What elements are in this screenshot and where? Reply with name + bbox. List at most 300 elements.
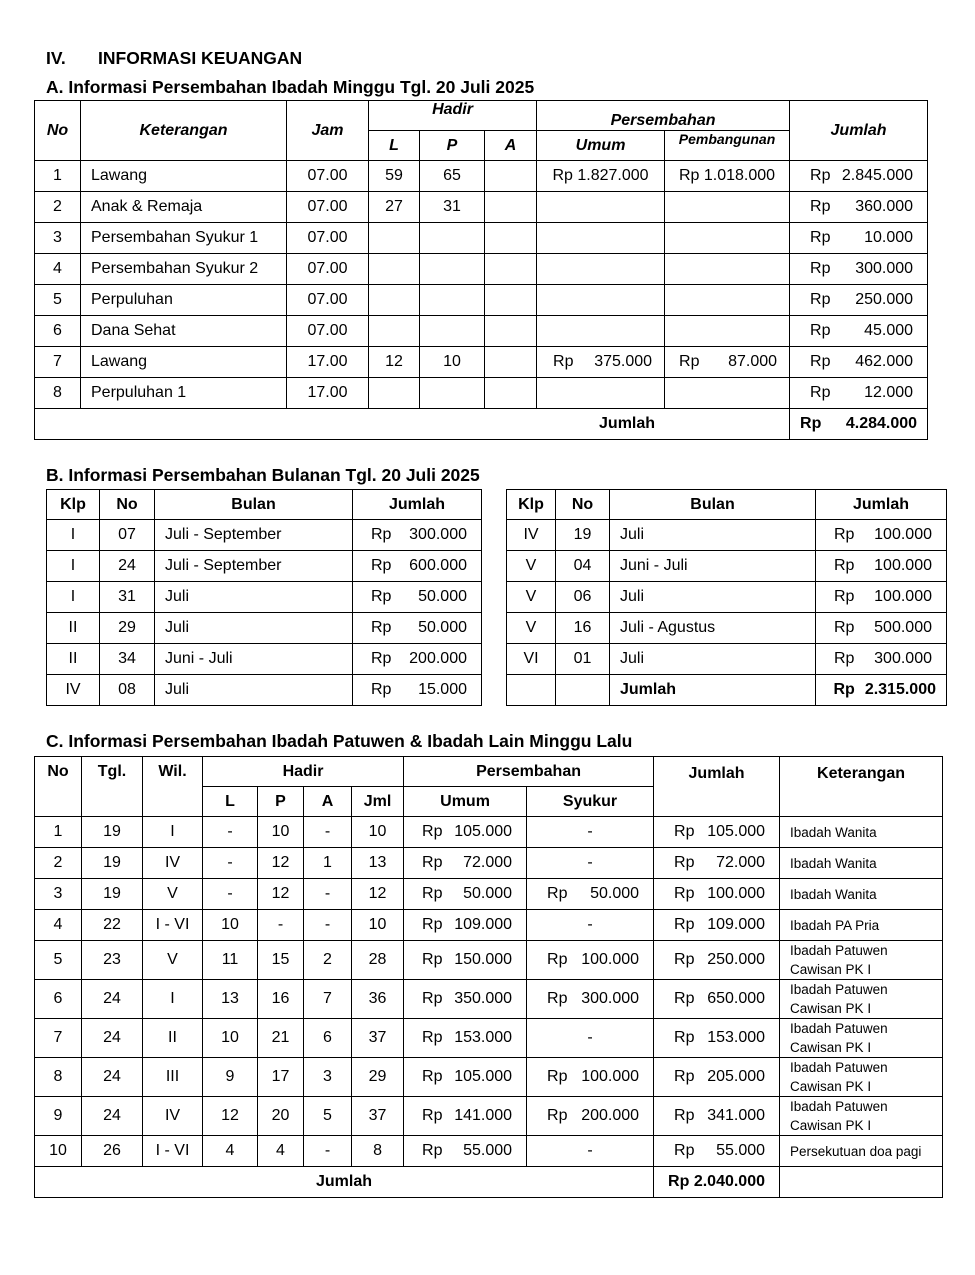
row-jumlah [790, 161, 928, 192]
row-jml: 36 [352, 980, 404, 1019]
currency-label: Rp [674, 1029, 695, 1046]
a-total-cell [790, 409, 928, 440]
currency-label: Rp [834, 557, 855, 574]
header-jumlah: Jumlah [353, 490, 482, 520]
row-umum [404, 1097, 527, 1136]
row-p [420, 254, 485, 285]
row-klp: V [507, 551, 556, 582]
row-tgl: 19 [82, 848, 143, 879]
table-row [507, 520, 947, 551]
row-a [485, 316, 537, 347]
row-no: 34 [100, 644, 155, 675]
amount-value: 105.000 [707, 823, 766, 840]
row-umum [404, 848, 527, 879]
currency-label: Rp [674, 1142, 695, 1159]
table-b-right [506, 489, 947, 706]
currency-label: Rp [679, 353, 700, 370]
row-no: 3 [35, 879, 82, 910]
row-p: 16 [258, 980, 304, 1019]
b-total-empty [556, 675, 610, 706]
row-jumlah [816, 644, 947, 675]
currency-label: Rp [547, 951, 568, 968]
table-row [35, 254, 928, 285]
currency-label: Rp [422, 854, 443, 871]
row-jumlah [353, 551, 482, 582]
amount-value: 200.000 [581, 1107, 640, 1124]
row-umum [404, 1019, 527, 1058]
row-keterangan: Ibadah Wanita [780, 848, 943, 879]
amount-value: 105.000 [454, 823, 513, 840]
amount-value: 55.000 [463, 1142, 513, 1159]
row-tgl: 19 [82, 817, 143, 848]
row-jumlah [353, 613, 482, 644]
row-keterangan: Lawang [81, 161, 287, 192]
row-umum [404, 1136, 527, 1167]
table-row [35, 378, 928, 409]
header-l: L [369, 131, 420, 161]
amount-value: 100.000 [581, 1068, 640, 1085]
row-jumlah [353, 582, 482, 613]
header-a: A [485, 131, 537, 161]
amount-value: 105.000 [454, 1068, 513, 1085]
header-jumlah: Jumlah [654, 757, 780, 817]
amount-value: 45.000 [864, 322, 914, 339]
currency-label: Rp [371, 619, 392, 636]
header-p: P [258, 787, 304, 817]
row-l: 13 [203, 980, 258, 1019]
currency-label: Rp [422, 823, 443, 840]
row-bulan: Juli - September [155, 551, 353, 582]
amount-value: 375.000 [594, 353, 653, 370]
row-no: 31 [100, 582, 155, 613]
row-klp: I [47, 551, 100, 582]
currency-label: Rp [422, 1107, 443, 1124]
table-row [35, 347, 928, 378]
header-umum: Umum [404, 787, 527, 817]
amount-value: 350.000 [454, 990, 513, 1007]
row-no: 29 [100, 613, 155, 644]
row-keterangan: Ibadah Wanita [780, 879, 943, 910]
amount-value: 2.845.000 [841, 167, 914, 184]
a-total-label-cell [35, 409, 790, 440]
header-wil: Wil. [143, 757, 203, 817]
row-umum [537, 254, 665, 285]
row-jumlah [790, 378, 928, 409]
currency-label: Rp [834, 619, 855, 636]
row-no: 24 [100, 551, 155, 582]
row-a [485, 254, 537, 285]
b-total-empty [507, 675, 556, 706]
row-keterangan: Ibadah Patuwen Cawisan PK I [780, 1058, 943, 1097]
table-row [35, 879, 943, 910]
row-a [485, 192, 537, 223]
amount-value: 153.000 [454, 1029, 513, 1046]
a-total-label: Jumlah [599, 415, 656, 432]
header-p: P [420, 131, 485, 161]
row-pembangunan [665, 254, 790, 285]
row-jumlah [353, 520, 482, 551]
row-pembangunan [665, 223, 790, 254]
header-hadir: Hadir [369, 101, 537, 131]
section-c-title: C. Informasi Persembahan Ibadah Patuwen & Ibadah Lain Minggu Lalu [46, 731, 633, 751]
currency-label: Rp [371, 557, 392, 574]
currency-label: Rp [422, 1142, 443, 1159]
row-jumlah [816, 613, 947, 644]
currency-label: Rp [674, 916, 695, 933]
amount-value: 50.000 [418, 588, 467, 605]
amount-value: 153.000 [707, 1029, 766, 1046]
table-row [35, 192, 928, 223]
row-syukur [527, 941, 654, 980]
row-bulan: Juli [155, 675, 353, 706]
row-umum [404, 910, 527, 941]
row-syukur [527, 1097, 654, 1136]
row-jumlah [654, 1058, 780, 1097]
row-wil: I [143, 980, 203, 1019]
header-klp: Klp [507, 490, 556, 520]
row-syukur [527, 1058, 654, 1097]
table-b-left [46, 489, 482, 706]
row-a: - [304, 879, 352, 910]
row-no: 19 [556, 520, 610, 551]
section-b-title: B. Informasi Persembahan Bulanan Tgl. 20 Juli 2025 [46, 465, 480, 485]
row-p: - [258, 910, 304, 941]
amount-value: 100.000 [874, 526, 932, 543]
currency-label: Rp [800, 415, 822, 432]
currency-label: Rp [810, 167, 831, 184]
row-l: 10 [203, 1019, 258, 1058]
row-klp: IV [507, 520, 556, 551]
row-no: 01 [556, 644, 610, 675]
row-jumlah [790, 254, 928, 285]
table-row [47, 613, 482, 644]
currency-label: Rp [422, 1068, 443, 1085]
row-jml: 8 [352, 1136, 404, 1167]
row-umum [537, 223, 665, 254]
row-a [485, 285, 537, 316]
row-p: 31 [420, 192, 485, 223]
table-row [35, 161, 928, 192]
row-keterangan: Ibadah Patuwen Cawisan PK I [780, 980, 943, 1019]
row-pembangunan [665, 378, 790, 409]
row-a: - [304, 1136, 352, 1167]
table-row [507, 644, 947, 675]
amount-value: 650.000 [707, 990, 766, 1007]
row-jumlah [790, 347, 928, 378]
header-persembahan: Persembahan [537, 101, 790, 131]
header-umum: Umum [537, 131, 665, 161]
row-no: 07 [100, 520, 155, 551]
row-l [369, 378, 420, 409]
table-row [35, 1136, 943, 1167]
row-tgl: 24 [82, 1019, 143, 1058]
amount-value: 50.000 [590, 885, 640, 902]
table-row [35, 980, 943, 1019]
row-l: 12 [203, 1097, 258, 1136]
row-jumlah [654, 848, 780, 879]
row-a [485, 347, 537, 378]
row-tgl: 23 [82, 941, 143, 980]
table-a [34, 100, 928, 440]
row-wil: III [143, 1058, 203, 1097]
row-jumlah [654, 817, 780, 848]
row-jumlah [790, 192, 928, 223]
row-p: 12 [258, 848, 304, 879]
row-tgl: 24 [82, 1097, 143, 1136]
header-keterangan: Keterangan [780, 757, 943, 817]
table-row [35, 1019, 943, 1058]
row-klp: I [47, 520, 100, 551]
row-no: 1 [35, 817, 82, 848]
row-no: 5 [35, 285, 81, 316]
row-tgl: 22 [82, 910, 143, 941]
amount-value: 341.000 [707, 1107, 766, 1124]
amount-value: 300.000 [409, 526, 467, 543]
section-number: IV. [46, 48, 66, 68]
row-umum [537, 285, 665, 316]
row-jumlah [353, 675, 482, 706]
row-no: 06 [556, 582, 610, 613]
amount-value: 87.000 [728, 353, 778, 370]
currency-label: Rp [810, 322, 831, 339]
row-syukur [527, 980, 654, 1019]
table-c [34, 756, 943, 1198]
row-no: 5 [35, 941, 82, 980]
row-umum [537, 347, 665, 378]
amount-value: 72.000 [716, 854, 766, 871]
row-keterangan: Anak & Remaja [81, 192, 287, 223]
row-jam: 07.00 [287, 192, 369, 223]
currency-label: Rp [674, 823, 695, 840]
row-a: - [304, 817, 352, 848]
currency-label: Rp [553, 353, 574, 370]
table-row [35, 817, 943, 848]
row-jml: 10 [352, 817, 404, 848]
section-a-title: A. Informasi Persembahan Ibadah Minggu Tgl. 20 Juli 2025 [46, 77, 535, 97]
header-jml: Jml [352, 787, 404, 817]
row-no: 16 [556, 613, 610, 644]
row-umum: Rp 1.827.000 [537, 161, 665, 192]
header-klp: Klp [47, 490, 100, 520]
b-total-cell [816, 675, 947, 706]
header-no: No [35, 757, 82, 817]
row-l: - [203, 879, 258, 910]
amount-value: 300.000 [855, 260, 914, 277]
row-umum [404, 879, 527, 910]
header-jumlah: Jumlah [790, 101, 928, 161]
row-tgl: 24 [82, 980, 143, 1019]
b-total-value: 2.315.000 [864, 681, 936, 698]
currency-label: Rp [810, 353, 831, 370]
row-keterangan: Persembahan Syukur 2 [81, 254, 287, 285]
row-jumlah [790, 285, 928, 316]
row-a: 6 [304, 1019, 352, 1058]
amount-value: 50.000 [418, 619, 467, 636]
row-jml: 10 [352, 910, 404, 941]
row-tgl: 19 [82, 879, 143, 910]
currency-label: Rp [547, 1068, 568, 1085]
row-syukur: - [527, 817, 654, 848]
row-umum [537, 316, 665, 347]
currency-label: Rp [422, 885, 443, 902]
row-bulan: Juli [610, 582, 816, 613]
row-p [420, 378, 485, 409]
row-pembangunan: Rp 1.018.000 [665, 161, 790, 192]
row-l [369, 254, 420, 285]
header-jam: Jam [287, 101, 369, 161]
row-wil: IV [143, 1097, 203, 1136]
amount-value: 500.000 [874, 619, 932, 636]
row-no: 6 [35, 316, 81, 347]
row-p: 21 [258, 1019, 304, 1058]
currency-label: Rp [834, 526, 855, 543]
currency-label: Rp [547, 885, 568, 902]
row-umum [404, 1058, 527, 1097]
header-bulan: Bulan [610, 490, 816, 520]
currency-label: Rp [371, 650, 392, 667]
row-l: - [203, 848, 258, 879]
table-row [47, 675, 482, 706]
table-row [47, 551, 482, 582]
amount-value: 55.000 [716, 1142, 766, 1159]
row-p: 17 [258, 1058, 304, 1097]
amount-value: 300.000 [874, 650, 932, 667]
amount-value: 141.000 [454, 1107, 513, 1124]
header-a: A [304, 787, 352, 817]
row-jumlah [816, 551, 947, 582]
header-bulan: Bulan [155, 490, 353, 520]
a-total-value: 4.284.000 [845, 415, 918, 432]
row-jam: 07.00 [287, 254, 369, 285]
currency-label: Rp [547, 990, 568, 1007]
section-title [46, 48, 302, 69]
row-no: 2 [35, 192, 81, 223]
table-row [35, 941, 943, 980]
row-jumlah [816, 582, 947, 613]
row-umum [404, 980, 527, 1019]
row-no: 04 [556, 551, 610, 582]
row-keterangan: Persembahan Syukur 1 [81, 223, 287, 254]
header-tgl: Tgl. [82, 757, 143, 817]
row-p: 20 [258, 1097, 304, 1136]
table-row [35, 285, 928, 316]
currency-label: Rp [371, 526, 392, 543]
row-umum [404, 817, 527, 848]
row-jumlah [654, 910, 780, 941]
row-l: 4 [203, 1136, 258, 1167]
row-p: 15 [258, 941, 304, 980]
amount-value: 250.000 [855, 291, 914, 308]
currency-label: Rp [810, 260, 831, 277]
header-hadir: Hadir [203, 757, 404, 787]
table-row [35, 223, 928, 254]
row-klp: II [47, 613, 100, 644]
row-no: 6 [35, 980, 82, 1019]
row-bulan: Juli [610, 520, 816, 551]
row-jml: 29 [352, 1058, 404, 1097]
table-row [47, 644, 482, 675]
row-wil: I - VI [143, 910, 203, 941]
row-p [420, 285, 485, 316]
amount-value: 72.000 [463, 854, 513, 871]
currency-label: Rp [547, 1107, 568, 1124]
row-no: 1 [35, 161, 81, 192]
header-pembangunan: Pembangunan [665, 131, 790, 161]
currency-label: Rp [674, 1068, 695, 1085]
row-l: - [203, 817, 258, 848]
row-umum [537, 192, 665, 223]
row-jumlah [790, 223, 928, 254]
row-no: 7 [35, 347, 81, 378]
row-p [420, 223, 485, 254]
currency-label: Rp [674, 854, 695, 871]
row-klp: IV [47, 675, 100, 706]
amount-value: 600.000 [409, 557, 467, 574]
currency-label: Rp [674, 951, 695, 968]
table-row [507, 551, 947, 582]
currency-label: Rp [674, 885, 695, 902]
row-keterangan: Ibadah Patuwen Cawisan PK I [780, 1097, 943, 1136]
row-jam: 17.00 [287, 347, 369, 378]
row-jumlah [654, 941, 780, 980]
currency-label: Rp [422, 990, 443, 1007]
row-a: 1 [304, 848, 352, 879]
row-a: 2 [304, 941, 352, 980]
row-no: 8 [35, 1058, 82, 1097]
amount-value: 109.000 [454, 916, 513, 933]
row-jam: 07.00 [287, 161, 369, 192]
row-a: - [304, 910, 352, 941]
amount-value: 100.000 [707, 885, 766, 902]
row-a [485, 223, 537, 254]
row-l [369, 316, 420, 347]
row-keterangan: Ibadah Patuwen Cawisan PK I [780, 1019, 943, 1058]
row-keterangan: Perpuluhan 1 [81, 378, 287, 409]
row-jam: 07.00 [287, 316, 369, 347]
currency-label: Rp [674, 990, 695, 1007]
row-l: 27 [369, 192, 420, 223]
row-syukur: - [527, 1019, 654, 1058]
row-l: 59 [369, 161, 420, 192]
currency-label: Rp [834, 588, 855, 605]
row-keterangan: Lawang [81, 347, 287, 378]
row-syukur: - [527, 848, 654, 879]
row-syukur: - [527, 910, 654, 941]
amount-value: 50.000 [463, 885, 513, 902]
table-row [47, 520, 482, 551]
row-jml: 28 [352, 941, 404, 980]
amount-value: 12.000 [864, 384, 914, 401]
row-no: 8 [35, 378, 81, 409]
row-klp: II [47, 644, 100, 675]
row-klp: I [47, 582, 100, 613]
table-row [35, 1058, 943, 1097]
row-keterangan: Perpuluhan [81, 285, 287, 316]
header-no: No [556, 490, 610, 520]
amount-value: 100.000 [874, 557, 932, 574]
table-row [35, 848, 943, 879]
amount-value: 10.000 [864, 229, 914, 246]
currency-label: Rp [674, 1107, 695, 1124]
row-bulan: Juli [610, 644, 816, 675]
row-pembangunan [665, 316, 790, 347]
row-klp: V [507, 582, 556, 613]
currency-label: Rp [810, 198, 831, 215]
header-l: L [203, 787, 258, 817]
row-wil: I [143, 817, 203, 848]
row-bulan: Juni - Juli [610, 551, 816, 582]
row-p [420, 316, 485, 347]
